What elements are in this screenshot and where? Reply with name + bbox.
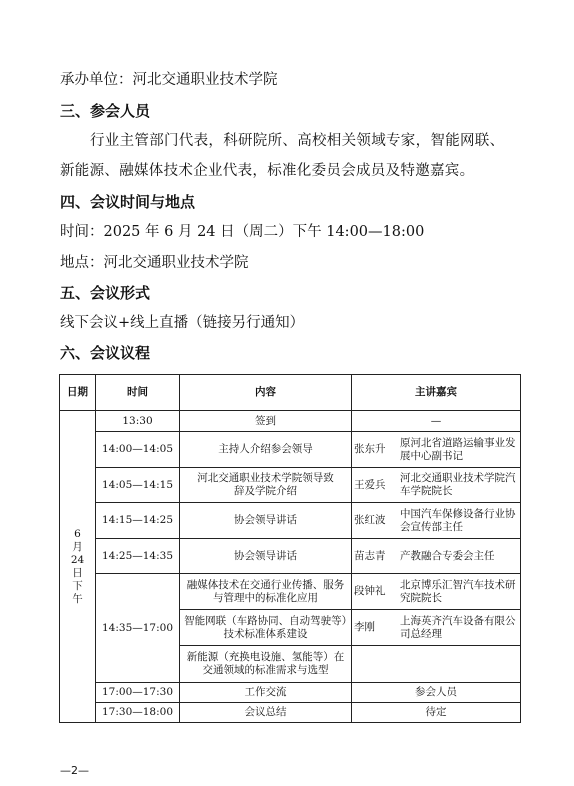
content-cell: 河北交通职业技术学院领导致辞及学院介绍: [180, 468, 352, 503]
time-cell: 17:00—17:30: [96, 683, 180, 703]
meeting-place: 地点：河北交通职业技术学院: [60, 255, 249, 271]
speaker-title: 河北交通职业技术学院汽车学院院长: [400, 472, 516, 497]
section-heading-agenda: 六、会议议程: [60, 344, 151, 362]
speaker-cell: [352, 539, 521, 574]
content-cell: 协会领导讲话: [180, 539, 352, 574]
content-cell: 融媒体技术在交通行业传播、服务与管理中的标准化应用: [180, 574, 352, 610]
time-cell: 17:30—18:00: [96, 703, 180, 723]
section-heading-time-place: 四、会议时间与地点: [60, 193, 196, 211]
speaker-cell: 待定: [352, 703, 521, 723]
table-row: [60, 432, 521, 468]
table-row: [60, 539, 521, 574]
attendees-text-line2: 新能源、融媒体技术企业代表，标准化委员会成员及特邀嘉宾。: [60, 163, 475, 179]
content-cell: 主持人介绍参会领导: [180, 432, 352, 468]
speaker-cell: —: [352, 411, 521, 432]
speaker-name: 王爱兵: [354, 478, 386, 491]
table-row: [60, 503, 521, 539]
speaker-name: 苗志青: [354, 549, 386, 562]
speaker-name: 段钟礼: [354, 585, 386, 597]
header-content: 内容: [180, 375, 352, 411]
speaker-cell: [352, 610, 521, 646]
speaker-cell: 参会人员: [352, 683, 521, 703]
header-time: 时间: [96, 375, 180, 411]
speaker-cell: [352, 503, 521, 539]
header-date: 日期: [60, 375, 96, 411]
organizer-line: 承办单位：河北交通职业技术学院: [60, 72, 278, 88]
table-row: [60, 468, 521, 503]
content-cell: 会议总结: [180, 703, 352, 723]
date-cell: 6 月 24 日 下 午: [60, 411, 96, 723]
speaker-name: 张东升: [354, 443, 386, 455]
speaker-cell: [352, 646, 521, 683]
section-heading-attendees: 三、参会人员: [60, 102, 151, 120]
time-cell: 14:25—14:35: [96, 539, 180, 574]
speaker-cell: [352, 432, 521, 468]
speaker-name: 李刚: [354, 621, 375, 633]
speaker-title: 上海英齐汽车设备有限公司总经理: [400, 614, 516, 640]
content-cell: 智能网联（车路协同、自动驾驶等）技术标准体系建设: [180, 610, 352, 646]
table-row: [60, 703, 521, 723]
speaker-name: 张红波: [354, 514, 386, 526]
content-cell: 协会领导讲话: [180, 503, 352, 539]
speaker-title: 北京博乐汇智汽车技术研究院院长: [400, 578, 516, 604]
content-cell: 签到: [180, 411, 352, 432]
speaker-title: 产教融合专委会主任: [400, 549, 495, 562]
time-cell: 14:05—14:15: [96, 468, 180, 503]
time-cell: 14:00—14:05: [96, 432, 180, 468]
speaker-cell: [352, 574, 521, 610]
speaker-cell: [352, 468, 521, 503]
table-header-row: [60, 375, 521, 411]
time-cell: 14:35—17:00: [96, 574, 180, 683]
meeting-time: 时间：2025 年 6 月 24 日（周二）下午 14:00—18:00: [60, 224, 425, 240]
table-row: [60, 683, 521, 703]
table-row: [60, 574, 521, 610]
content-cell: 工作交流: [180, 683, 352, 703]
meeting-format: 线下会议+线上直播（链接另行通知）: [60, 315, 305, 331]
table-row: [60, 411, 521, 432]
content-cell: 新能源（充换电设施、氢能等）在交通领域的标准需求与选型: [180, 646, 352, 683]
time-cell: 14:15—14:25: [96, 503, 180, 539]
header-speaker: 主讲嘉宾: [352, 375, 521, 411]
speaker-title: 中国汽车保修设备行业协会宣传部主任: [400, 507, 516, 533]
attendees-text-line1: 行业主管部门代表，科研院所、高校相关领域专家，智能网联、: [90, 133, 505, 149]
agenda-table: [59, 374, 521, 723]
speaker-title: 原河北省道路运输事业发展中心副书记: [400, 436, 516, 462]
section-heading-format: 五、会议形式: [60, 284, 151, 302]
page-number: —2—: [60, 764, 89, 777]
time-cell: 13:30: [96, 411, 180, 432]
